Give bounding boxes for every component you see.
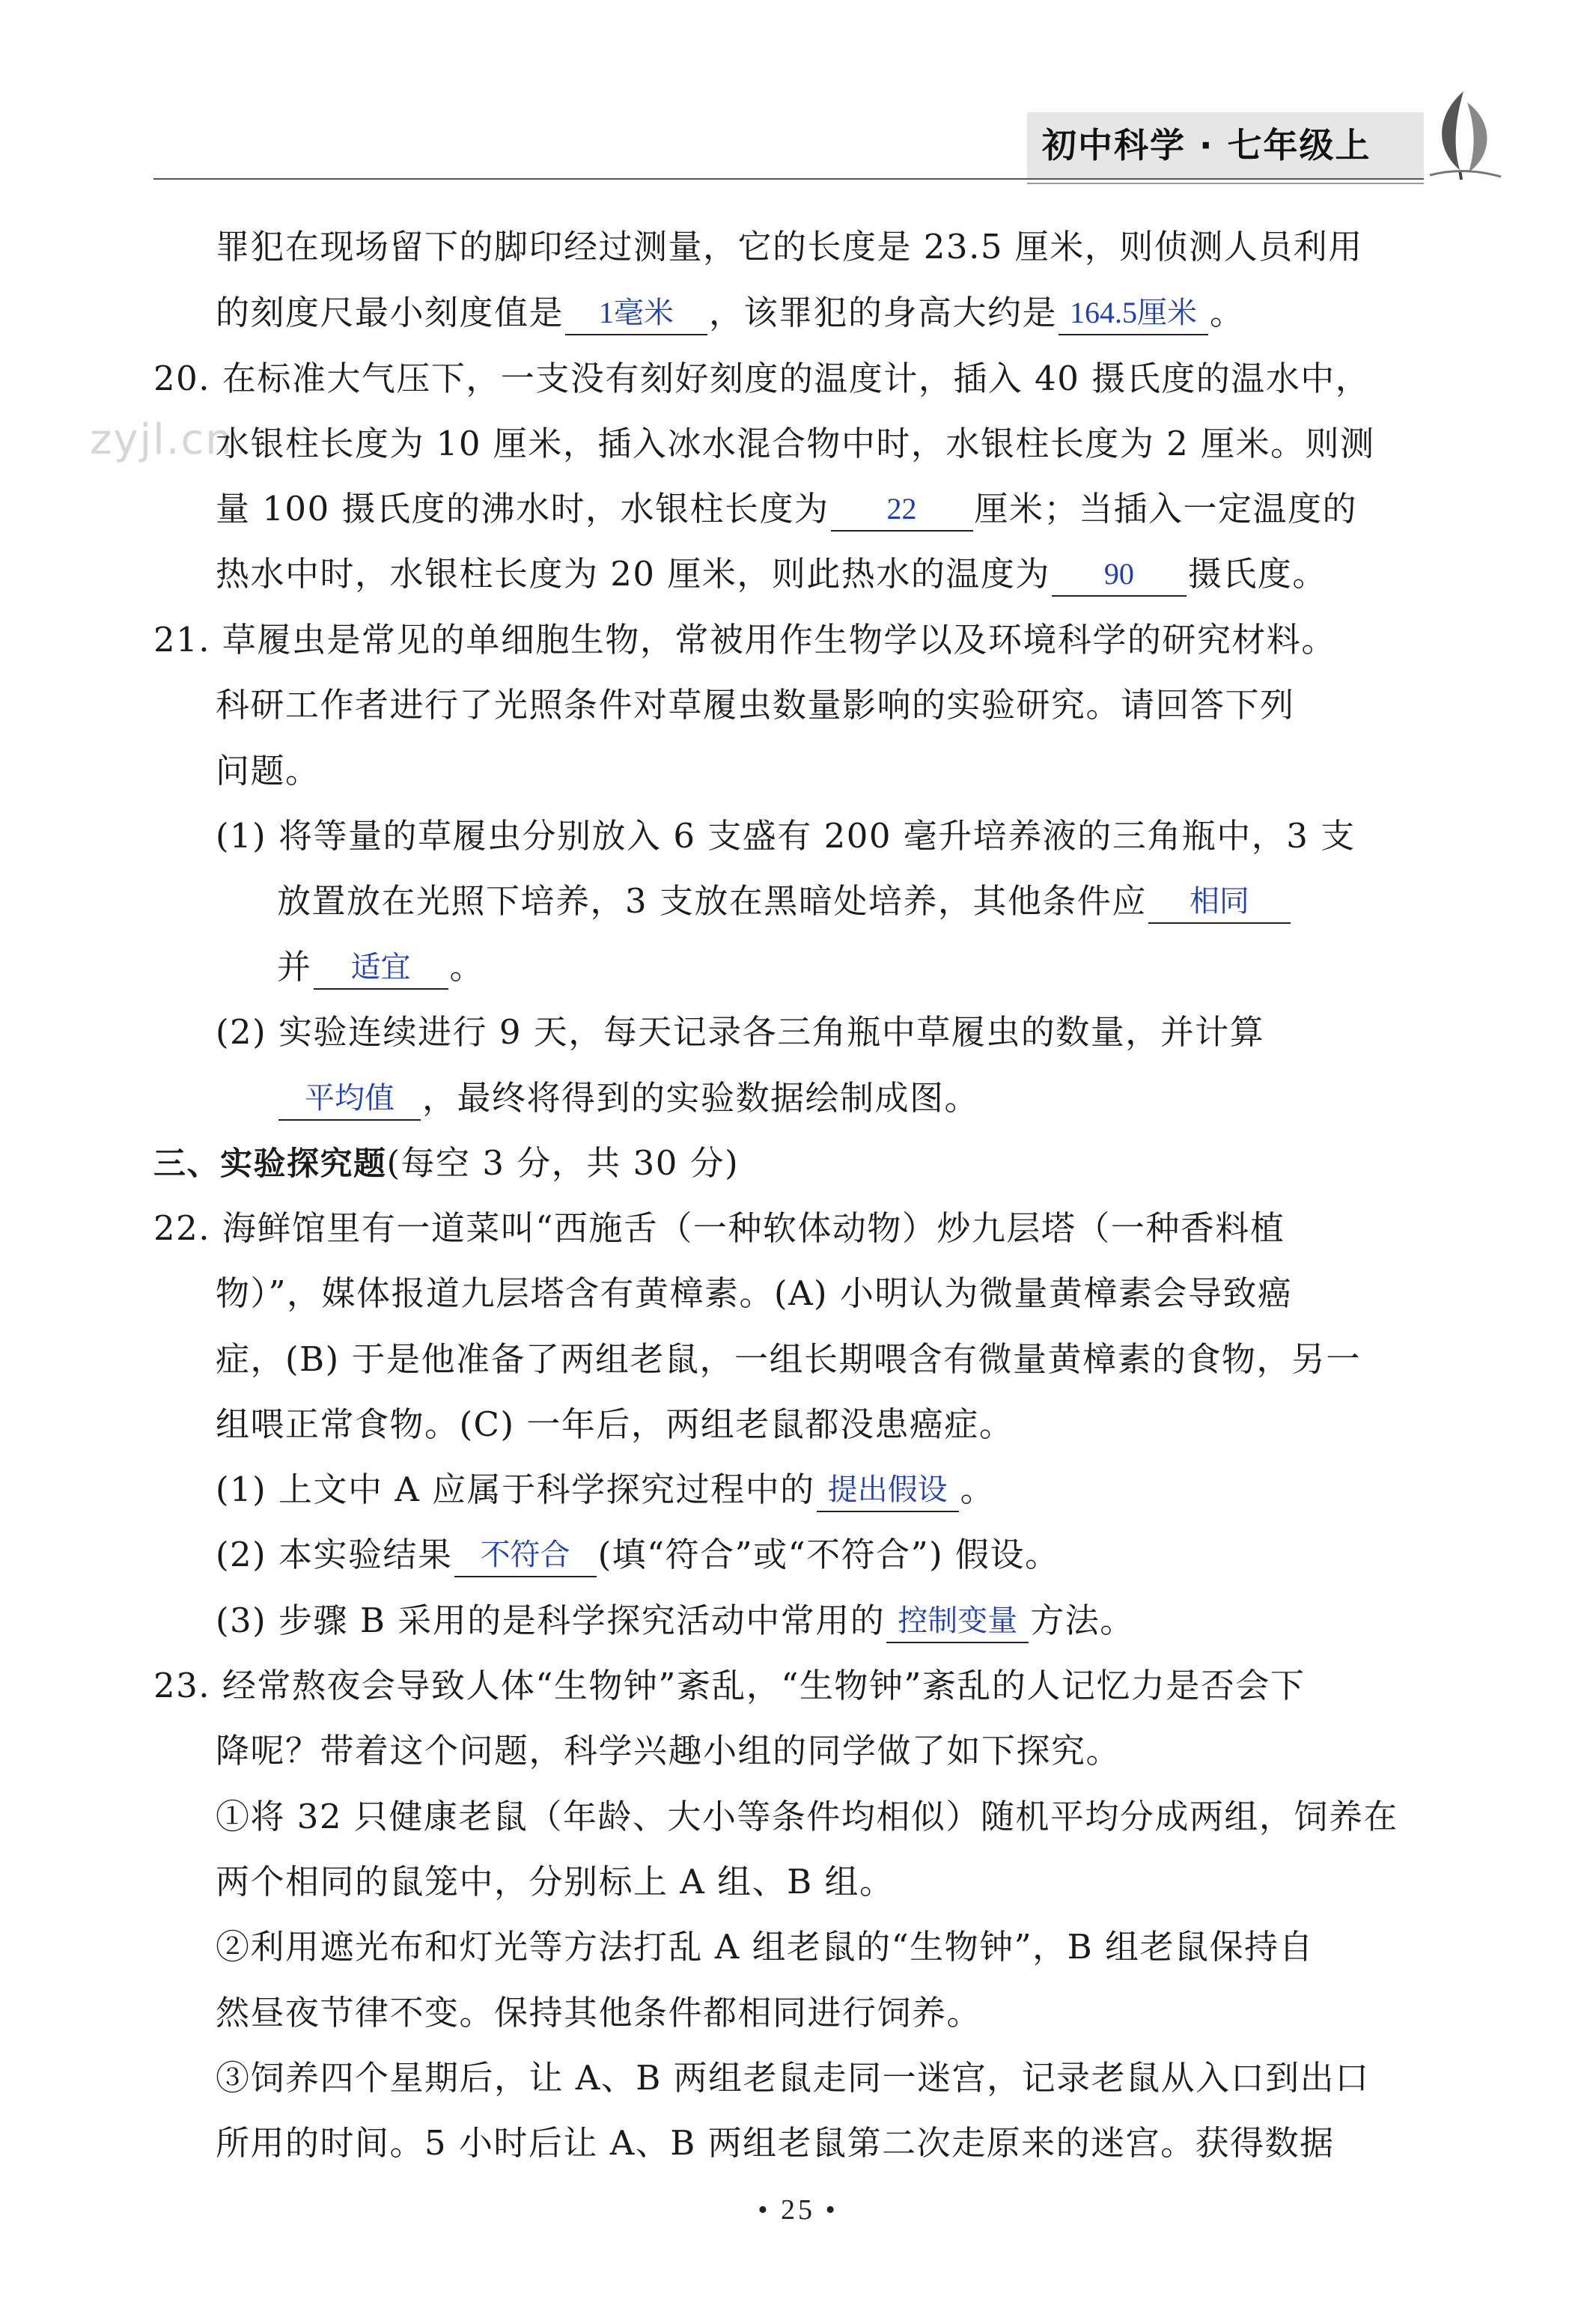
text-segment: 量 100 摄氏度的沸水时，水银柱长度为 [216, 489, 829, 529]
question-20-line: 20. 在标准大气压下，一支没有刻好刻度的温度计，插入 40 摄氏度的温水中， [153, 359, 1371, 398]
header-rule [153, 178, 1424, 180]
text-line: 科研工作者进行了光照条件对草履虫数量影响的实验研究。请回答下列 [216, 685, 1295, 725]
page-number: • 25 • [758, 2194, 838, 2226]
handwritten-answer: 不符合 [480, 1538, 570, 1571]
text-segment: 。 [960, 1470, 996, 1509]
handwritten-answer: 90 [1103, 557, 1134, 591]
sub-question-line: (1) 将等量的草履虫分别放入 6 支盛有 200 毫升培养液的三角瓶中，3 支 [216, 816, 1356, 856]
answer-blank [886, 1601, 1029, 1643]
section-title: 三、实验探究题 [153, 1145, 387, 1183]
text-line [277, 1076, 979, 1121]
handwritten-answer: 1毫米 [599, 296, 674, 329]
handwritten-answer: 适宜 [350, 950, 411, 984]
text-line: 罪犯在现场留下的脚印经过测量，它的长度是 23.5 厘米，则侦测人员利用 [216, 227, 1363, 267]
handwritten-answer: 164.5厘米 [1070, 296, 1198, 329]
text-segment: ，该罪犯的身高大约是 [709, 293, 1058, 332]
answer-blank [278, 1079, 421, 1121]
text-segment: 摄氏度。 [1187, 554, 1327, 594]
text-line: 水银柱长度为 10 厘米，插入冰水混合物中时，水银柱长度为 2 厘米。则测 [216, 424, 1375, 463]
section-scoring: (每空 3 分，共 30 分) [386, 1143, 740, 1183]
header-rule-secondary [1027, 183, 1424, 184]
sub-question-line [216, 1467, 995, 1512]
text-segment: 。 [449, 947, 485, 987]
handwritten-answer: 控制变量 [898, 1604, 1018, 1637]
text-segment: 厘米；当插入一定温度的 [974, 489, 1358, 529]
text-line [216, 487, 1357, 532]
answer-blank [831, 490, 973, 532]
handwritten-answer: 22 [886, 492, 917, 526]
answer-blank [1059, 293, 1208, 335]
text-line: 症，(B) 于是他准备了两组老鼠，一组长期喂含有微量黄樟素的食物，另一 [216, 1339, 1361, 1379]
text-segment: 方法。 [1030, 1601, 1135, 1640]
text-line [216, 552, 1327, 597]
answer-blank [314, 948, 448, 990]
text-segment: (2) 本实验结果 [216, 1535, 453, 1574]
text-line: 降呢？带着这个问题，科学兴趣小组的同学做了如下探究。 [216, 1731, 1121, 1771]
handwritten-answer: 平均值 [305, 1081, 395, 1115]
text-segment: 。 [1210, 293, 1245, 332]
sub-question-line [216, 1532, 1060, 1577]
header-title: 初中科学 · 七年级上 [1027, 112, 1424, 178]
text-segment: 的刻度尺最小刻度值是 [216, 293, 564, 332]
text-line: 两个相同的鼠笼中，分别标上 A 组、B 组。 [216, 1862, 895, 1902]
text-segment: 放置放在光照下培养，3 支放在黑暗处培养，其他条件应 [277, 881, 1147, 921]
text-segment: ，最终将得到的实验数据绘制成图。 [422, 1078, 980, 1118]
text-segment: (3) 步骤 B 采用的是科学探究活动中常用的 [216, 1601, 886, 1640]
text-segment: 热水中时，水银柱长度为 20 厘米，则此热水的温度为 [216, 554, 1050, 594]
section-heading [153, 1141, 739, 1187]
sub-question-line [216, 1598, 1135, 1643]
handwritten-answer: 相同 [1189, 884, 1249, 918]
answer-blank [454, 1535, 597, 1577]
question-21-line: 21. 草履虫是常见的单细胞生物，常被用作生物学以及环境科学的研究材料。 [153, 620, 1336, 660]
leaf-logo-icon [1422, 84, 1505, 181]
question-22-line: 22. 海鲜馆里有一道菜叫“西施舌（一种软体动物）炒九层塔（一种香料植 [153, 1208, 1285, 1248]
answer-blank [1052, 555, 1187, 597]
answer-blank [1148, 882, 1291, 924]
answer-blank [817, 1470, 959, 1512]
text-line [216, 290, 1245, 335]
text-line: 问题。 [216, 751, 320, 791]
sub-question-line: (2) 实验连续进行 9 天，每天记录各三角瓶中草履虫的数量，并计算 [216, 1012, 1265, 1052]
text-segment: (1) 上文中 A 应属于科学探究过程中的 [216, 1470, 815, 1509]
text-line: 组喂正常食物。(C) 一年后，两组老鼠都没患癌症。 [216, 1404, 1014, 1444]
text-line: 物）”，媒体报道九层塔含有黄樟素。(A) 小明认为微量黄樟素会导致癌 [216, 1273, 1293, 1313]
answer-blank [565, 293, 707, 335]
step-line: ③饲养四个星期后，让 A、B 两组老鼠走同一迷宫，记录老鼠从入口到出口 [216, 2058, 1370, 2098]
step-line: ②利用遮光布和灯光等方法打乱 A 组老鼠的“生物钟”，B 组老鼠保持自 [216, 1927, 1314, 1967]
text-line [277, 945, 484, 990]
step-line: ①将 32 只健康老鼠（年龄、大小等条件均相似）随机平均分成两组，饲养在 [216, 1797, 1398, 1836]
question-23-line: 23. 经常熬夜会导致人体“生物钟”紊乱，“生物钟”紊乱的人记忆力是否会下 [153, 1666, 1306, 1705]
text-line: 所用的时间。5 小时后让 A、B 两组老鼠第二次走原来的迷宫。获得数据 [216, 2123, 1335, 2163]
text-segment: (填“符合”或“不符合”) 假设。 [597, 1535, 1060, 1574]
handwritten-answer: 提出假设 [827, 1473, 948, 1506]
watermark: zyjl.cn [90, 415, 234, 464]
text-line [277, 879, 1292, 924]
text-segment: 并 [277, 947, 312, 987]
text-line: 然昼夜节律不变。保持其他条件都相同进行饲养。 [216, 1993, 982, 2033]
